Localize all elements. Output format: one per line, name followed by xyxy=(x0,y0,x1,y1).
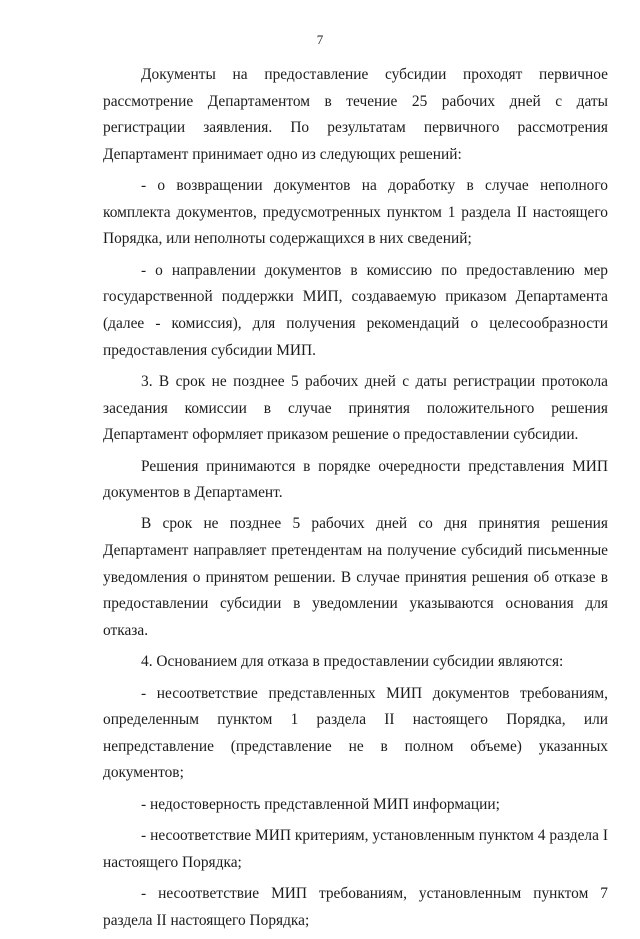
paragraph-clause-3: 3. В срок не позднее 5 рабочих дней с даты регистрации протокола заседания комиссии в случае принятия положительного решения Департамент оформляет приказом решение о предоставлении субсидии. xyxy=(103,372,608,444)
list-item-unreliable-information: - недостоверность представленной МИП информации; xyxy=(141,795,500,813)
list-item-criteria-nonconformity: - несоответствие МИП критериям, установленным пунктом 4 раздела I настоящего Порядка; xyxy=(103,827,608,871)
paragraph-notification: В срок не позднее 5 рабочих дней со дня принятия решения Департамент направляет претендентам на получение субсидий письменные уведомления о принятом решении. В случае принятия решения об отказе в предоставлении субсидии в уведомлении указываются основания для отказа. xyxy=(103,515,608,639)
list-item-send-to-commission: - о направлении документов в комиссию по предоставлению мер государственной поддержки МИП, создаваемую приказом Департамента (далее - комиссия), для получения рекомендаций о целесообразности предоставления субсидии МИП. xyxy=(103,261,608,359)
list-item-return-documents: - о возвращении документов на доработку в случае неполного комплекта документов, предусмотренных пунктом 1 раздела II настоящего Порядка, или неполноты содержащихся в них сведений; xyxy=(103,177,608,248)
list-item-requirements-nonconformity: - несоответствие МИП требованиям, установленным пунктом 7 раздела II настоящего Порядка; xyxy=(103,885,608,929)
list-item-nonconformity-documents: - несоответствие представленных МИП документов требованиям, определенным пунктом 1 раздела II настоящего Порядка, или непредставление (представление не в полном объеме) указанных документов; xyxy=(103,684,608,782)
page-number: 7 xyxy=(316,32,324,47)
paragraph-clause-4: 4. Основанием для отказа в предоставлении субсидии являются: xyxy=(141,653,564,671)
document-body xyxy=(103,62,608,939)
paragraph-primary-review: Документы на предоставление субсидии проходят первичное рассмотрение Департаментом в течение 25 рабочих дней с даты регистрации заявления. По результатам первичного рассмотрения Департамент принимает одно из следующих решений: xyxy=(103,66,608,163)
paragraph-order-of-decisions: Решения принимаются в порядке очередности представления МИП документов в Департамент. xyxy=(103,457,608,502)
